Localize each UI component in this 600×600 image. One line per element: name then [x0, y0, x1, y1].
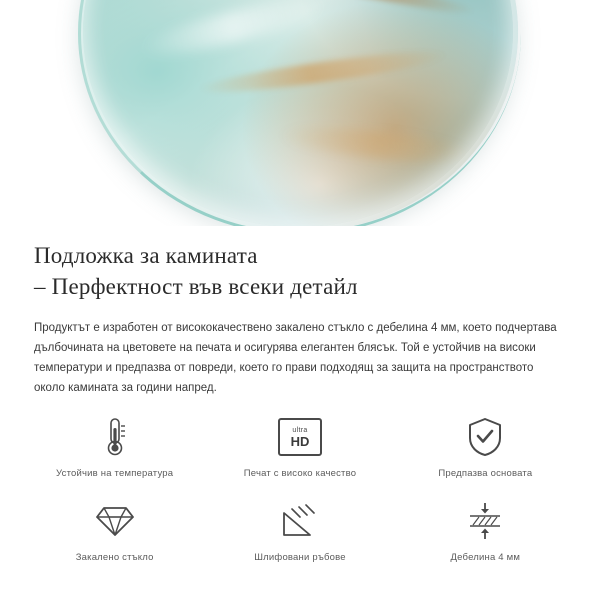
feature-caption: Закалено стъкло [75, 552, 154, 563]
text-content [0, 240, 600, 398]
feature-temperature-resistant [22, 414, 207, 498]
feature-caption: Предпазва основата [438, 468, 533, 479]
product-description-text: Продуктът е изработен от висококачествено закалено стъкло с дебелина 4 мм, което подчертава дълбочината на цветовете на печата и осигурява елегантен блясък. Той е устойчив на високи температури и предпазва от повреди, което го прави подходящ за защита на пространството около камината за години напред. [34, 322, 557, 394]
ultra-label: ultra [292, 426, 308, 434]
feature-grid [0, 414, 600, 582]
diamond-icon [95, 498, 135, 544]
feature-caption: Печат с високо качество [243, 468, 357, 479]
page-title [34, 240, 566, 302]
feature-thickness [393, 498, 578, 582]
ultra-hd-icon [278, 414, 322, 460]
feature-caption: Шлифовани ръбове [254, 552, 346, 563]
feature-tempered-glass [22, 498, 207, 582]
glass-plate-graphic [78, 0, 518, 226]
marble-veins [78, 0, 518, 226]
hd-label: HD [290, 433, 310, 449]
feature-polished-edges [207, 498, 392, 582]
page-title-line-1: Подложка за камината [34, 243, 258, 268]
feature-caption: Дебелина 4 мм [450, 552, 521, 563]
thickness-arrows-icon [465, 498, 505, 544]
feature-caption: Устойчив на температура [56, 468, 174, 479]
hero-image [0, 0, 600, 226]
feature-protects-surface [393, 414, 578, 498]
thermometer-icon [100, 414, 130, 460]
feature-high-quality-print [207, 414, 392, 498]
polished-edges-icon [280, 498, 320, 544]
shield-check-icon [466, 414, 504, 460]
page-title-line-2: – Перфектност във всеки детайл [34, 274, 358, 299]
